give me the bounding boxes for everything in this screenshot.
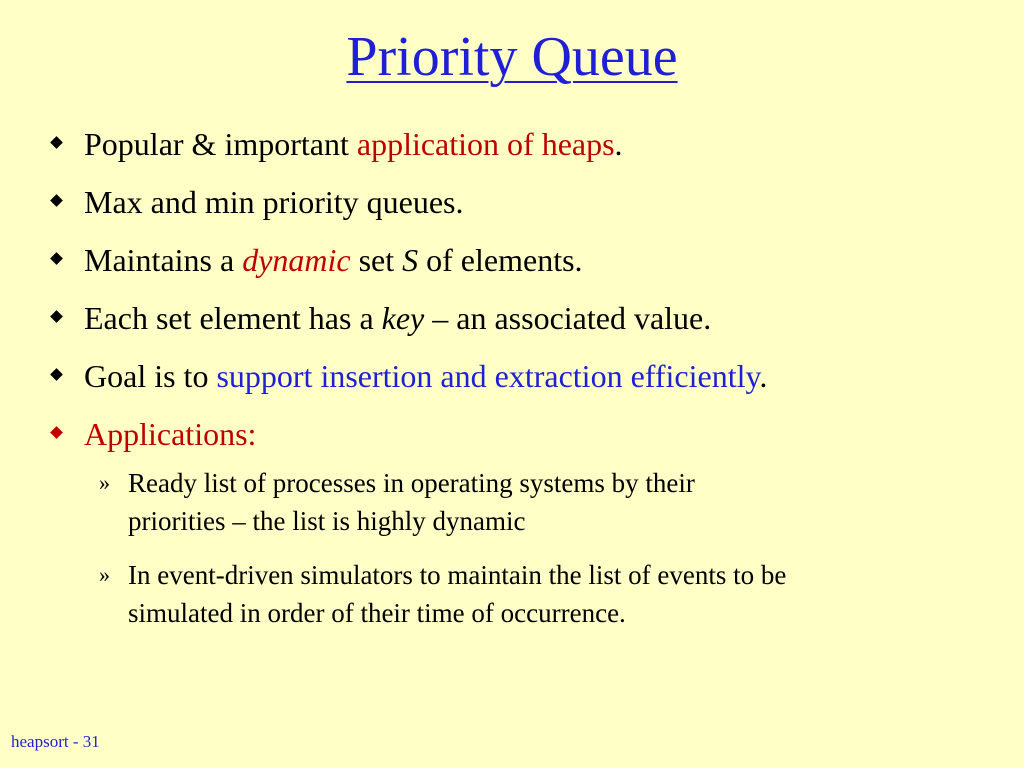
bullet-emphasis: dynamic [242,242,351,278]
sub-bullet-item [99,556,979,632]
bullet-end: . [759,358,768,394]
bullet-end: . [614,126,623,162]
bullet-item [52,409,992,467]
sub-bullet-line: In event-driven simulators to maintain the list of events to be [128,560,787,590]
bullet-emphasis: key [381,300,425,336]
sub-bullet-item [99,464,979,540]
bullet-highlight: support insertion and extraction efficiently [216,358,760,394]
sub-bullet-list [99,464,979,648]
chevron-right-icon: » [99,562,110,587]
chevron-right-icon: » [99,470,110,495]
diamond-bullet-icon [50,368,63,381]
slide-footer: heapsort - 31 [11,732,100,751]
bullet-text: Maintains a [84,242,243,278]
bullet-item [52,351,992,409]
sub-bullet-line: simulated in order of their time of occurrence. [128,598,626,628]
diamond-bullet-icon [50,194,63,207]
bullet-list [52,119,992,467]
diamond-bullet-icon [50,426,63,439]
slide-title: Priority Queue [346,26,678,88]
bullet-text-mid: set [350,242,403,278]
diamond-bullet-icon [50,310,63,323]
bullet-text: Goal is to [84,358,217,394]
bullet-text: Applications: [84,416,257,452]
bullet-text: Each set element has a [84,300,382,336]
bullet-text: Max and min priority queues. [84,184,464,220]
bullet-text-post: – an associated value. [424,300,712,336]
diamond-bullet-icon [50,136,63,149]
bullet-text-post: of elements. [418,242,583,278]
bullet-variable: S [402,242,419,278]
bullet-item [52,235,992,293]
bullet-item [52,119,992,177]
sub-bullet-line: priorities – the list is highly dynamic [128,506,526,536]
bullet-highlight: application of heaps [356,126,615,162]
diamond-bullet-icon [50,252,63,265]
bullet-text: Popular & important [84,126,357,162]
bullet-item [52,177,992,235]
bullet-item [52,293,992,351]
sub-bullet-line: Ready list of processes in operating systems by their [128,468,695,498]
